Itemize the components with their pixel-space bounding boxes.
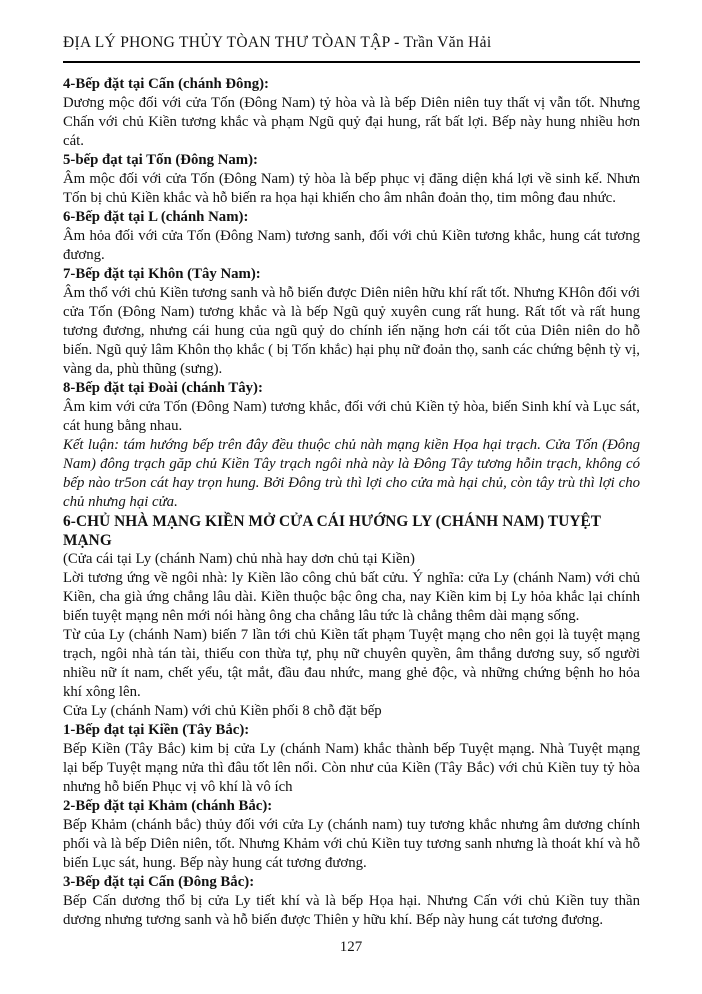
paragraph: Lời tương ứng về ngôi nhà: ly Kiền lão công chủ bất cửu. Ý nghĩa: cửa Ly (chánh Nam) với chủ Kiền, cha già ứng chẳng lâu dài. Kiền thuộc bậc ông cha, nay Kiền kim bị Ly hỏa khắc lại chính biến tuyệt mạng nên mới nói hàng ông cha chẳng lâu tức là chẳng thêm dài mạng sống. [63, 570, 640, 624]
paragraph: Dương mộc đối với cửa Tốn (Đông Nam) tỷ hòa và là bếp Diên niên tuy thất vị vẫn tốt. Nhưng Chấn với chủ Kiền tương khắc và phạm Ngũ quỷ đại hung, rất bất lợi. Bếp này hung nhiều hơn cát. [63, 95, 640, 149]
section-heading: 3-Bếp đặt tại Cấn (Đông Bắc): [63, 874, 255, 890]
paragraph: Âm hỏa đối với cửa Tốn (Đông Nam) tương sanh, đối với chủ Kiền tương khắc, hung cát tương đương. [63, 228, 640, 263]
book-title-header: ĐỊA LÝ PHONG THỦY TÒAN THƯ TÒAN TẬP - Trần Văn Hải [63, 34, 492, 51]
paragraph: Bếp Khảm (chánh bắc) thủy đối với cửa Ly (chánh nam) tuy tương khắc nhưng âm dương chính phối và là bếp Diên niên, tốt. Nhưng Khảm với chủ Kiền tuy tương sanh nhưng là thoát khí và hỗ biến Lục sát, hung. Bếp này hung cát tương đương. [63, 817, 640, 871]
chapter-heading: 6-CHỦ NHÀ MẠNG KIỀN MỞ CỬA CÁI HƯỚNG LY (CHÁNH NAM) TUYỆT MẠNG [63, 513, 601, 549]
document-body [63, 75, 640, 930]
paragraph: Từ của Ly (chánh Nam) biến 7 lần tới chủ Kiền tất phạm Tuyệt mạng cho nên gọi là tuyệt mạng trạch, ngôi nhà tán tài, thiếu con thừa tự, phụ nữ chuyên quyền, âm thắng dương suy, số người nhiều nữ ít nam, chết yểu, tật mắt, đầu đau nhức, mang ghẻ độc, và những chứng bệnh ho hỏa khí xông lên. [63, 627, 640, 700]
section-heading: 7-Bếp đặt tại Khôn (Tây Nam): [63, 266, 261, 282]
page-number: 127 [339, 939, 363, 955]
paragraph: Cửa Ly (chánh Nam) với chủ Kiền phối 8 chỗ đặt bếp [63, 703, 382, 719]
section-heading: 6-Bếp đặt tại L (chánh Nam): [63, 209, 249, 225]
header-divider [63, 61, 640, 63]
section-heading: 1-Bếp đạt tại Kiền (Tây Bắc): [63, 722, 250, 738]
paragraph: Bếp Cấn dương thổ bị cửa Ly tiết khí và là bếp Họa hại. Nhưng Cấn với chủ Kiền tuy thần dương nhưng tương sanh và hỗ biến được Thiên y hữu khí. Bếp này hung cát tương đương. [63, 893, 640, 928]
section-heading: 8-Bếp đặt tại Đoài (chánh Tây): [63, 380, 263, 396]
paragraph: Âm kim với cửa Tốn (Đông Nam) tương khắc, đối với chủ Kiền tỷ hòa, biến Sinh khí và Lục sát, cát hung bằng nhau. [63, 399, 640, 434]
section-heading: 5-bếp đạt tại Tốn (Đông Nam): [63, 152, 258, 168]
page-header-area [63, 34, 640, 63]
paragraph: (Cửa cái tại Ly (chánh Nam) chủ nhà hay dơn chủ tại Kiền) [63, 551, 415, 567]
section-heading: 4-Bếp đặt tại Cấn (chánh Đông): [63, 76, 269, 92]
paragraph: Âm mộc đối với cửa Tốn (Đông Nam) tỷ hòa là bếp phục vị đăng diện khá lợi về sinh kế. Nhưn Tốn bị chủ Kiền khắc và hỗ biến ra họa hại khiến cho âm nhân đoản thọ, tim mông đau nhức. [63, 171, 640, 206]
paragraph: Bếp Kiền (Tây Bắc) kim bị cửa Ly (chánh Nam) khắc thành bếp Tuyệt mạng. Nhà Tuyệt mạng lại bếp Tuyệt mạng nửa thì đâu tốt lên nổi. Còn như của Kiền (Tây Bắc) với chủ Kiền tuy tỷ hòa nhưng hỗ biến Phục vị vô khí là vô ích [63, 741, 640, 795]
page-footer [0, 939, 702, 956]
section-heading: 2-Bếp đặt tại Khảm (chánh Bắc): [63, 798, 273, 814]
conclusion-paragraph: Kết luận: tám hướng bếp trên đây đều thuộc chủ nàh mạng kiền Họa hại trạch. Cửa Tốn (Đông Nam) đông trạch găp chủ Kiền Tây trạch ngôi nhà này là Đông Tây tương hỗin trạch, không có bếp nào tr5on cát hay trọn hung. Bởi Đông trù thì lợi cho cửa mà hại chủ, còn tây trù thì lợi cho chủ nhưng hại cửa. [63, 437, 640, 510]
paragraph: Âm thổ với chủ Kiền tương sanh và hỗ biến được Diên niên hữu khí rất tốt. Nhưng KHôn đối với cửa Tốn (Đông Nam) tương khắc và là bếp Ngũ quỷ xuyên cung rất hung. Rất tốt và rất hung tương đương, nhưng cái hung của ngũ quỷ do chính iến nặng hơn cái tốt của Diên niên do hỗ biến. Ngũ quỷ lâm Khôn thọ khắc ( bị Tốn khắc) hại phụ nữ đoản thọ, sanh các chứng bệnh tỳ vị, vàng da, phù thũng (sưng). [63, 285, 640, 377]
